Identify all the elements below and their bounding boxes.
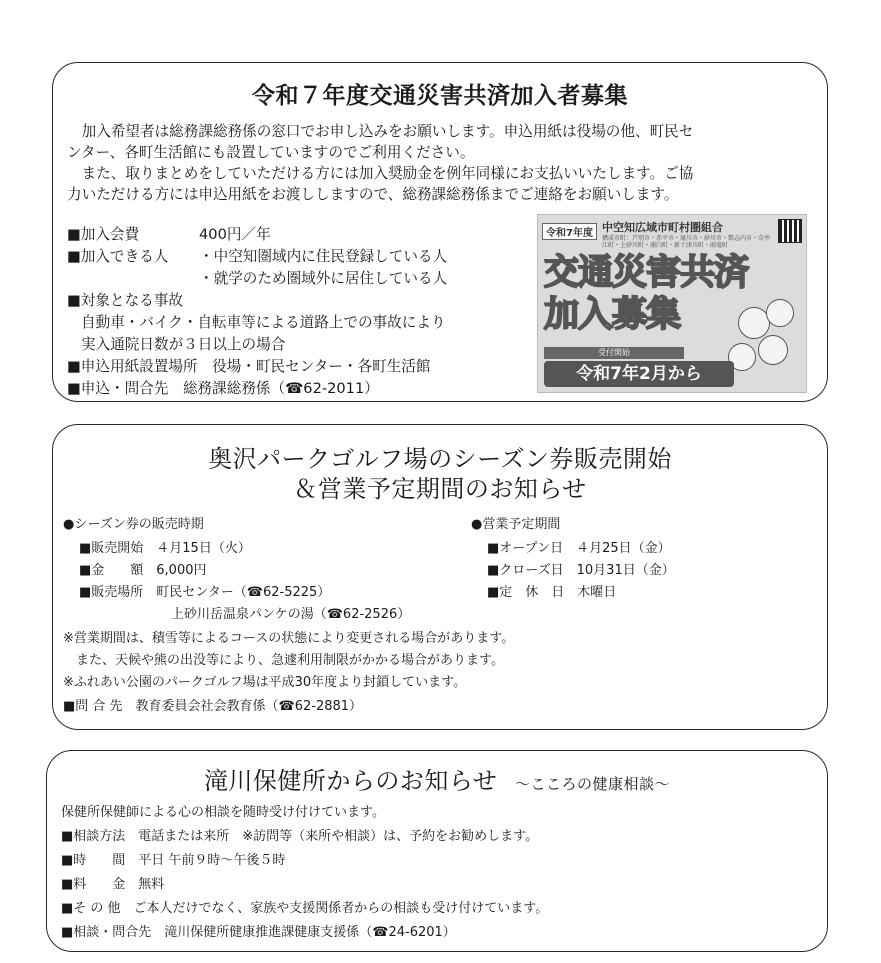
park-golf-notice: [52, 424, 828, 730]
poster-org-sub: 構成市町：芦別市・赤平市・滝川市・砂川市・歌志内市・奈井江町・上砂川町・浦臼町・新十津川町・雨竜町: [602, 235, 771, 249]
person-illustration-icon: [766, 299, 794, 327]
campaign-poster: [537, 214, 807, 393]
notice-title-2: ＆営業予定期間のお知らせ: [293, 475, 587, 503]
accident-desc-1: 自動車・バイク・自転車等による道路上での事故により: [81, 314, 446, 331]
holiday: ■定 休 日 木曜日: [487, 585, 617, 600]
sale-place-1: ■販売場所 町民センター（☎62-5225）: [79, 585, 331, 600]
paragraph-1-line-2: ンター、各町生活館にも設置していますのでご利用ください。: [67, 144, 475, 161]
poster-headline-2: 加入募集: [544, 295, 681, 335]
notice-title-1: 奥沢パークゴルフ場のシーズン券販売開始: [208, 445, 672, 473]
traffic-insurance-notice: [52, 62, 828, 402]
intro-text: 保健所保健師による心の相談を随時受け付けています。: [61, 805, 385, 820]
consult-time: ■時 間 平日 午前９時～午後５時: [61, 853, 286, 868]
fee-label: ■加入会費: [67, 226, 140, 243]
poster-year: 令和7年度: [542, 223, 597, 240]
consult-fee: ■料 金 無料: [61, 877, 165, 892]
title-main: 滝川保健所からのお知らせ: [203, 767, 498, 795]
sale-start: ■販売開始 ４月15日（火）: [79, 541, 251, 556]
notice-title: 令和７年度交通災害共済加入者募集: [252, 83, 628, 109]
contact-line: ■申込・問合先 総務課総務係（☎62-2011）: [67, 380, 379, 397]
note-2: また、天候や熊の出没等により、急遽利用制限がかかる場合があります。: [63, 653, 504, 668]
paragraph-1-line-1: 加入希望者は総務課総務係の窓口でお申し込みをお願いします。申込用紙は役場の他、町民セ: [67, 123, 694, 140]
operating-period-heading: ●営業予定期間: [471, 517, 561, 532]
contact-line: ■問 合 先 教育委員会社会教育係（☎62-2881）: [63, 699, 363, 714]
note-1: ※営業期間は、積雪等によるコースの状態により変更される場合があります。: [63, 631, 515, 646]
qr-code-icon: [778, 219, 802, 243]
paragraph-1: [67, 121, 827, 205]
accident-label: ■対象となる事故: [67, 292, 183, 309]
forms-location: ■申込用紙設置場所 役場・町民センター・各町生活館: [67, 358, 431, 375]
fee-value: 400円／年: [199, 226, 271, 243]
poster-org: 中空知広域市町村圏組合: [602, 221, 723, 234]
health-center-notice: [46, 750, 828, 952]
season-ticket-heading: ●シーズン券の販売時期: [63, 517, 204, 532]
eligible-item-1: ・中空知圏域内に住民登録している人: [199, 248, 448, 265]
consult-method: ■相談方法 電話または来所 ※訪問等（来所や相談）は、予約をお勧めします。: [61, 829, 539, 844]
eligible-item-2: ・就学のため圏域外に居住している人: [199, 270, 448, 287]
notice-title: [47, 761, 827, 796]
sale-place-2: 上砂川岳温泉パンケの湯（☎62-2526）: [171, 607, 411, 622]
child-illustration-icon: [758, 335, 788, 365]
note-3: ※ふれあい公園のパークゴルフ場は平成30年度より封鎖しています。: [63, 675, 467, 690]
open-date: ■オープン日 ４月25日（金）: [487, 541, 671, 556]
title-sub: ～こころの健康相談～: [515, 775, 671, 793]
contact-line: ■相談・問合先 滝川保健所健康推進課健康支援係（☎24-6201）: [61, 925, 456, 940]
poster-headline-1: 交通災害共済: [544, 253, 749, 293]
poster-band: 受付開始: [544, 347, 684, 359]
close-date: ■クローズ日 10月31日（金）: [487, 563, 675, 578]
eligible-label: ■加入できる人: [67, 248, 169, 265]
poster-start-date: 令和7年2月から: [544, 361, 734, 387]
consult-other: ■そ の 他 ご本人だけでなく、家族や支援関係者からの相談も受け付けています。: [61, 901, 549, 916]
price: ■金 額 6,000円: [79, 563, 207, 578]
paragraph-2-line-2: 力いただける方には申込用紙をお渡ししますので、総務課総務係までご連絡をお願いします。: [67, 186, 679, 203]
accident-desc-2: 実入通院日数が３日以上の場合: [81, 336, 286, 353]
paragraph-2-line-1: また、取りまとめをしていただける方には加入奨励金を例年同様にお支払いいたします。ご協: [67, 165, 694, 182]
